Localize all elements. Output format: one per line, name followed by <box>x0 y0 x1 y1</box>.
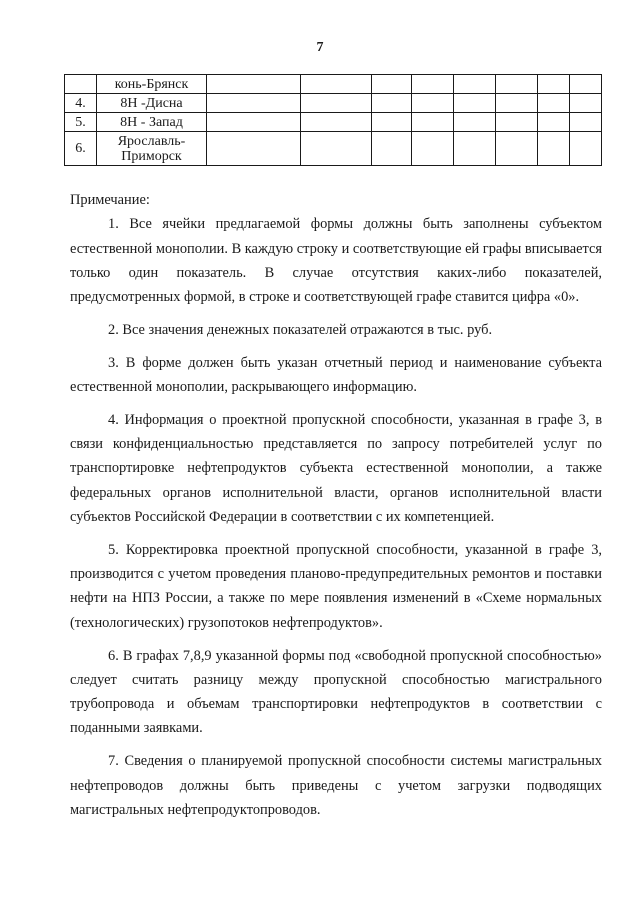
empty-cell <box>372 75 412 94</box>
empty-cell <box>570 132 602 166</box>
empty-cell <box>538 75 570 94</box>
row-number-cell <box>65 75 97 94</box>
empty-cell <box>207 132 301 166</box>
table-row <box>65 132 602 166</box>
empty-cell <box>538 113 570 132</box>
empty-cell <box>496 132 538 166</box>
empty-cell <box>301 113 372 132</box>
notes-section <box>70 188 602 831</box>
table-row <box>65 113 602 132</box>
empty-cell <box>372 94 412 113</box>
note-item-1: 1. Все ячейки предлагаемой формы должны быть заполнены субъектом естественной монополии. В каждую строку и соответствующие ей графы вписывается только один показатель. В случае отсутствия каких-либо показателей, предусмотренных формой, в строке и соответствующей графе ставится цифра «0». <box>70 216 602 306</box>
notes-title: Примечание: <box>70 192 150 208</box>
empty-cell <box>538 132 570 166</box>
empty-cell <box>496 75 538 94</box>
empty-cell <box>301 132 372 166</box>
empty-cell <box>207 94 301 113</box>
data-table <box>64 74 602 166</box>
empty-cell <box>412 94 454 113</box>
note-item-7: 7. Сведения о планируемой пропускной способности системы магистральных нефтепроводов должны быть приведены с учетом загрузки подводящих магистральных нефтепродуктопроводов. <box>70 753 602 818</box>
empty-cell <box>454 113 496 132</box>
empty-cell <box>538 94 570 113</box>
empty-cell <box>412 75 454 94</box>
row-number-cell: 6. <box>65 132 97 166</box>
empty-cell <box>372 132 412 166</box>
pipeline-name-cell: конь-Брянск <box>97 75 207 94</box>
table-row <box>65 94 602 113</box>
empty-cell <box>372 113 412 132</box>
empty-cell <box>570 94 602 113</box>
empty-cell <box>570 113 602 132</box>
row-number-cell: 5. <box>65 113 97 132</box>
row-number-cell: 4. <box>65 94 97 113</box>
empty-cell <box>412 132 454 166</box>
note-item-6: 6. В графах 7,8,9 указанной формы под «свободной пропускной способностью» следует считать разницу между пропускной способностью магистрального трубопровода и объемам транспортировки нефтепродуктов в соответствии с поданными заявками. <box>70 647 602 737</box>
empty-cell <box>207 75 301 94</box>
empty-cell <box>301 94 372 113</box>
note-item-5: 5. Корректировка проектной пропускной способности, указанной в графе 3, производится с учетом проведения планово-предупредительных ремонтов и поставки нефти на НПЗ России, а также по мере появления изменений в «Схеме нормальных (технологических) грузопотоков нефтепродуктов». <box>70 541 602 631</box>
empty-cell <box>412 113 454 132</box>
pipeline-name-cell: Ярославль-Приморск <box>97 132 207 166</box>
note-item-3: 3. В форме должен быть указан отчетный период и наименование субъекта естественной монополии, раскрывающего информацию. <box>70 354 602 396</box>
empty-cell <box>454 94 496 113</box>
empty-cell <box>496 94 538 113</box>
empty-cell <box>207 113 301 132</box>
empty-cell <box>454 75 496 94</box>
empty-cell <box>496 113 538 132</box>
pipeline-name-cell: 8Н -Дисна <box>97 94 207 113</box>
pipeline-name-cell: 8Н - Запад <box>97 113 207 132</box>
note-item-4: 4. Информация о проектной пропускной способности, указанная в графе 3, в связи конфиденциальностью представляется по запросу потребителей услуг по транспортировке нефтепродуктов субъекта естественной монополии, а также федеральных органов исполнительной власти, органов исполнительной власти субъектов Российской Федерации в соответствии с их компетенцией. <box>70 411 602 526</box>
note-item-2: 2. Все значения денежных показателей отражаются в тыс. руб. <box>108 321 493 338</box>
empty-cell <box>570 75 602 94</box>
empty-cell <box>301 75 372 94</box>
page-number: 7 <box>316 40 324 55</box>
table-row <box>65 75 602 94</box>
empty-cell <box>454 132 496 166</box>
